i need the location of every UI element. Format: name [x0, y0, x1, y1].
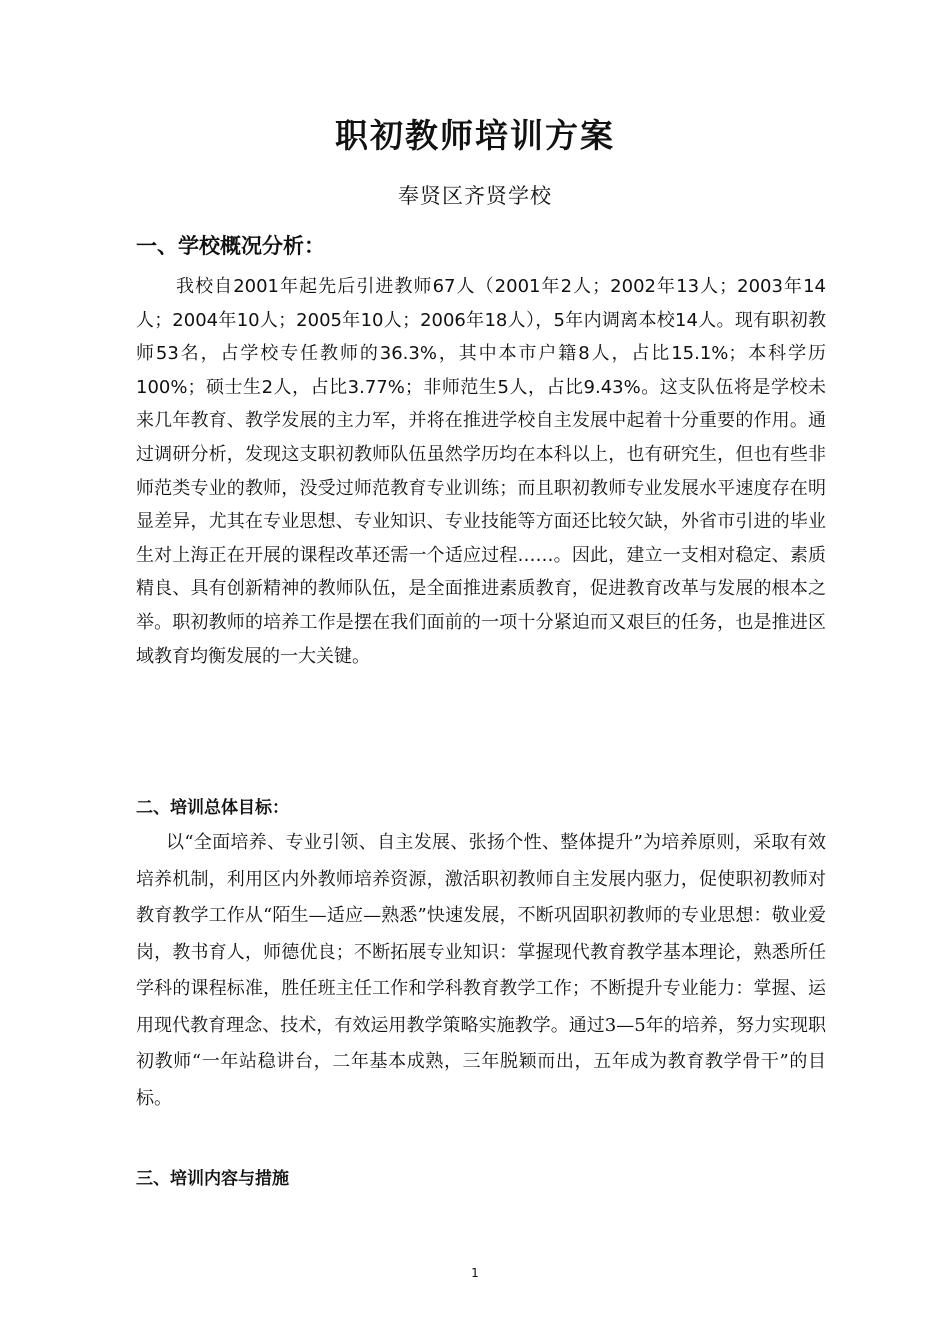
section-paragraph-training-goals: 以“全面培养、专业引领、自主发展、张扬个性、整体提升”为培养原则，采取有效培养机制，利用区内外教师培养资源，激活职初教师自主发展内驱力，促使职初教师对教育教学工作从“陌生—适应—熟悉”快速发展，不断巩固职初教师的专业思想：敬业爱岗，教书育人，师德优良；不断拓展专业知识：掌握现代教育教学基本理论，熟悉所任学科的课程标准，胜任班主任工作和学科教育教学工作；不断提升专业能力：掌握、运用现代教育理念、技术，有效运用教学策略实施教学。通过3—5年的培养，努力实现职初教师“一年站稳讲台，二年基本成熟，三年脱颖而出，五年成为教育教学骨干”的目标。: [136, 832, 826, 1109]
section-paragraph-school-overview: 我校自2001年起先后引进教师67人（2001年2人；2002年13人；2003年14人；2004年10人；2005年10人；2006年18人），5年内调离本校14人。现有职初教师53名，占学校专任教师的36.3%，其中本市户籍8人，占比15.1%；本科学历100%；硕士生2人，占比3.77%；非师范生5人，占比9.43%。这支队伍将是学校未来几年教育、教学发展的主力军，并将在推进学校自主发展中起着十分重要的作用。通过调研分析，发现这支职初教师队伍虽然学历均在本科以上，也有研究生，但也有些非师范类专业的教师，没受过师范教育专业训练；而且职初教师专业发展水平速度存在明显差异，尤其在专业思想、专业知识、专业技能等方面还比较欠缺，外省市引进的毕业生对上海正在开展的课程改革还需一个适应过程……。因此，建立一支相对稳定、素质精良、具有创新精神的教师队伍，是全面推进素质教育，促进教育改革与发展的根本之举。职初教师的培养工作是摆在我们面前的一项十分紧迫而又艰巨的任务，也是推进区域教育均衡发展的一大关键。: [136, 276, 826, 667]
document-title: 职初教师培训方案: [335, 116, 615, 155]
page-number: 1: [471, 1266, 479, 1280]
section-heading-school-overview: 一、学校概况分析：: [136, 233, 325, 258]
section-heading-training-goals: 二、培训总体目标：: [136, 798, 289, 818]
section-heading-training-content: 三、培训内容与措施: [136, 1169, 289, 1189]
document-subtitle: 奉贤区齐贤学校: [398, 184, 552, 208]
